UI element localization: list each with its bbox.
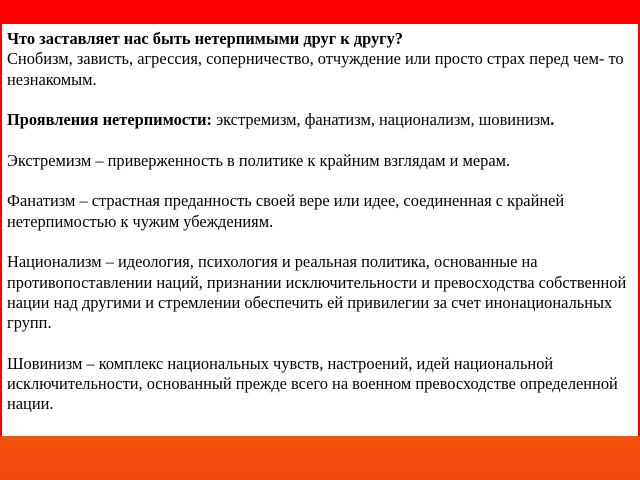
nationalism-definition: Национализм – идеология, психология и реальная политика, основанные на противопоставлении наций, признании исключительности и превосходства собственной нации над другими и стремлении обеспечить ей привилегии за счет инонациональных групп. (7, 252, 627, 333)
spacer (7, 90, 633, 110)
manifestations-list: экстремизм, фанатизм, национализм, шовинизм (212, 110, 551, 130)
chauvinism-definition: Шовинизм – комплекс национальных чувств, настроений, идей национальной исключительности, основанный прежде всего на военном превосходстве определенной нации. (7, 353, 618, 414)
spacer (7, 130, 633, 150)
manifestations-period: . (550, 110, 555, 130)
slide-content-panel (2, 24, 638, 436)
spacer (7, 333, 633, 353)
fanaticism-definition: Фанатизм – страстная преданность своей вере или идее, соединенная с крайней нетерпимостью к чужим убеждениям. (7, 191, 565, 231)
extremism-definition: Экстремизм – приверженность в политике к крайним взглядам и мерам. (7, 150, 511, 170)
slide-heading: Что заставляет нас быть нетерпимыми друг к другу? (7, 29, 404, 48)
top-red-band (0, 0, 640, 24)
manifestations-paragraph (7, 110, 633, 130)
intro-paragraph: Снобизм, зависть, агрессия, соперничество, отчуждение или просто страх перед чем- то незнакомым. (7, 49, 624, 89)
bottom-orange-band (0, 436, 640, 480)
spacer (7, 232, 633, 252)
manifestations-label: Проявления нетерпимости: (7, 110, 212, 130)
spacer (7, 171, 633, 191)
slide-text-body (7, 29, 633, 415)
